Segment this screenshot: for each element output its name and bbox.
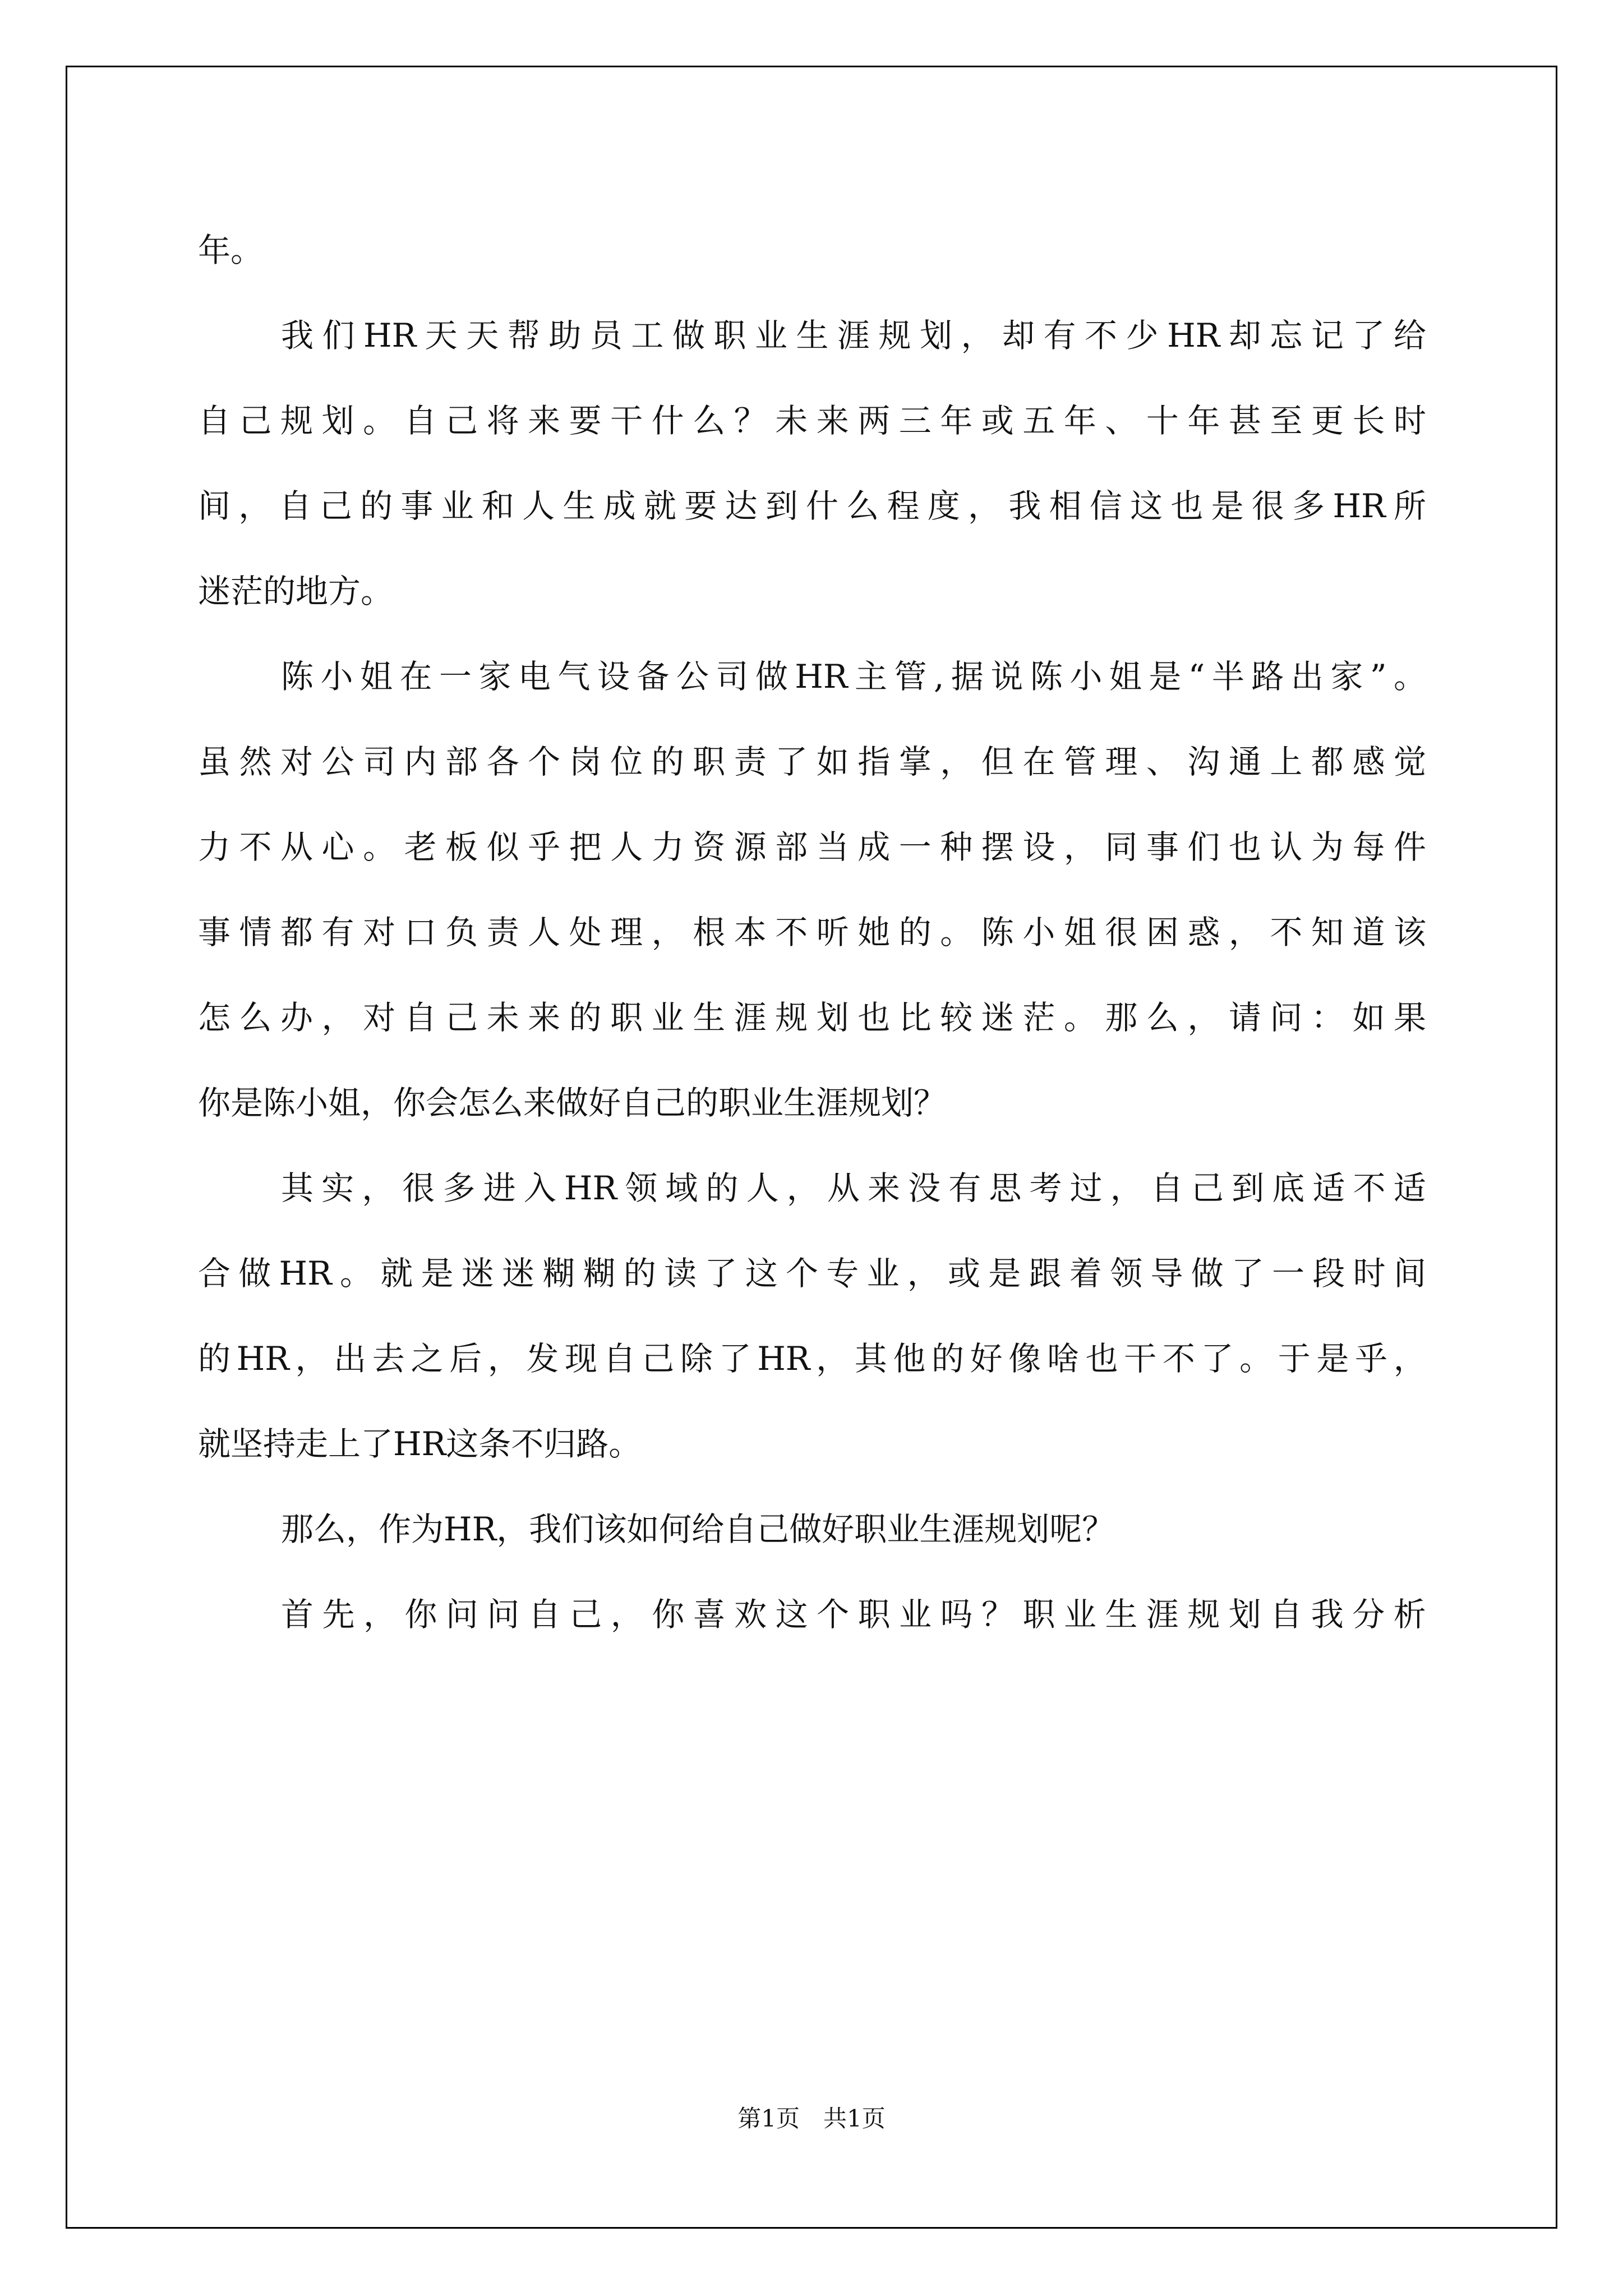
page-footer: 第1页 共1页 (737, 2105, 886, 2132)
text-line: 自 己 规 划 。 自 己 将 来 要 干 什 么 ？ 未 来 两 三 年 或 五 年 、 十 年 甚 至 更 长 时 (198, 402, 1426, 440)
text-line: 那么，作为HR，我们该如何给自己做好职业生涯规划呢？ (281, 1510, 1115, 1548)
text-line: 虽 然 对 公 司 内 部 各 个 岗 位 的 职 责 了 如 指 掌 ， 但 在 管 理 、 沟 通 上 都 感 觉 (198, 743, 1426, 781)
text-line: 其 实 ， 很 多 进 入 HR 领 域 的 人 ， 从 来 没 有 思 考 过 ， 自 己 到 底 适 不 适 (281, 1169, 1426, 1207)
text-line: 迷茫的地方。 (198, 572, 394, 610)
text-line: 你是陈小姐，你会怎么来做好自己的职业生涯规划？ (198, 1084, 947, 1122)
text-line: 就坚持走上了HR这条不归路。 (198, 1425, 642, 1463)
text-line: 首 先 ， 你 问 问 自 己 ， 你 喜 欢 这 个 职 业 吗 ？ 职 业 生 涯 规 划 自 我 分 析 (281, 1595, 1426, 1634)
document-body (198, 208, 1426, 1657)
text-line: 我 们 HR 天 天 帮 助 员 工 做 职 业 生 涯 规 划 ， 却 有 不 少 HR 却 忘 记 了 给 (281, 316, 1426, 355)
text-line: 力 不 从 心 。 老 板 似 乎 把 人 力 资 源 部 当 成 一 种 摆 设 ， 同 事 们 也 认 为 每 件 (198, 828, 1426, 866)
text-line: 间 ， 自 己 的 事 业 和 人 生 成 就 要 达 到 什 么 程 度 ， 我 相 信 这 也 是 很 多 HR 所 (198, 487, 1426, 525)
text-line: 陈 小 姐 在 一 家 电 气 设 备 公 司 做 HR 主 管 , 据 说 陈 小 姐 是 “ 半 路 出 家 ” 。 (281, 657, 1426, 696)
text-line: 合 做 HR 。 就 是 迷 迷 糊 糊 的 读 了 这 个 专 业 ， 或 是 跟 着 领 导 做 了 一 段 时 间 (198, 1254, 1426, 1292)
text-line: 年。 (198, 231, 264, 269)
text-line: 事 情 都 有 对 口 负 责 人 处 理 ， 根 本 不 听 她 的 。 陈 小 姐 很 困 惑 ， 不 知 道 该 (198, 913, 1426, 951)
text-line: 怎 么 办 ， 对 自 己 未 来 的 职 业 生 涯 规 划 也 比 较 迷 茫 。 那 么 ， 请 问 ： 如 果 (198, 999, 1426, 1037)
text-line: 的 HR ， 出 去 之 后 ， 发 现 自 己 除 了 HR ， 其 他 的 好 像 啥 也 干 不 了 。 于 是 乎 ， (198, 1340, 1426, 1378)
